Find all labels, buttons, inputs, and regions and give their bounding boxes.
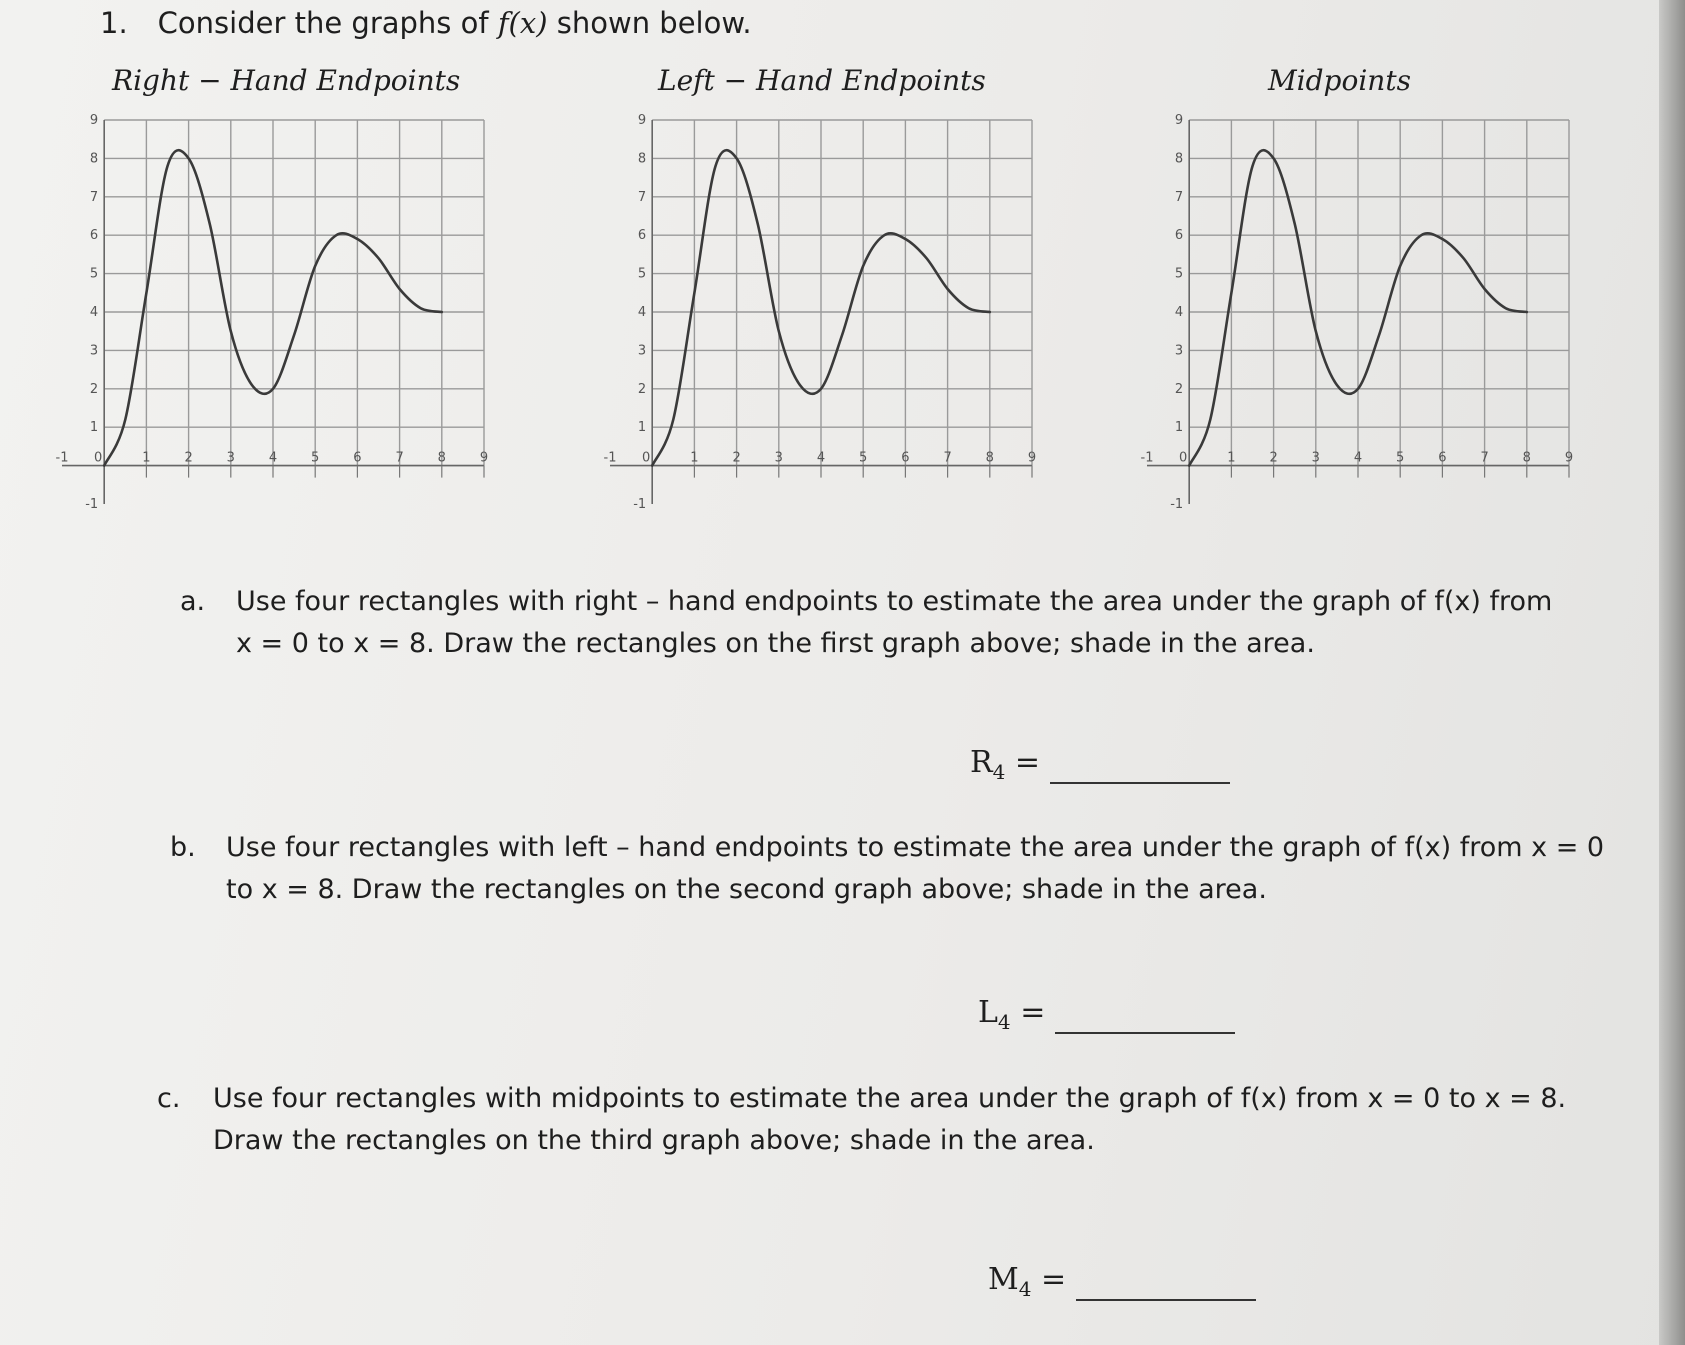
x-tick-label: 4 [1353,450,1363,466]
part-a [180,581,1580,671]
x-tick-label: 4 [268,450,278,466]
y-tick-label: 4 [89,305,99,320]
part-c-text [213,1078,1566,1162]
y-tick-label: 3 [89,343,99,359]
answer-m4-label: M [988,1262,1019,1297]
y-tick-label: 2 [637,381,647,397]
y-tick-label: 7 [1174,189,1184,205]
x-tick-label: 0 [1179,450,1188,466]
part-a-line-1: Use four rectangles with right – hand endpoints to estimate the area under the graph of f(x) from [236,586,1553,617]
y-tick-label: 7 [637,189,647,205]
question-text-before: Consider the graphs of [157,6,498,40]
x-tick-label: -1 [55,450,69,466]
part-a-letter: a. [180,586,206,617]
answer-r4 [970,745,1230,784]
answer-r4-label: R [970,745,993,780]
graph-title-midpoints: Midpoints [1268,64,1411,97]
x-tick-label: 8 [985,450,994,466]
x-tick-label: 3 [226,450,235,466]
x-tick-label: 6 [353,450,362,466]
graph-svg[interactable] [588,112,1048,542]
part-c-letter: c. [157,1083,181,1114]
answer-m4-sub: 4 [1018,1277,1032,1301]
y-tick-label: 5 [637,266,647,282]
x-tick-label: 5 [859,450,868,466]
part-a-line-2: x = 0 to x = 8. Draw the rectangles on the first graph above; shade in the area. [236,628,1315,659]
y-tick-label: -1 [85,497,99,512]
x-tick-label: 7 [943,450,952,466]
y-tick-label: 9 [637,113,647,128]
x-tick-label: 3 [1311,450,1320,466]
y-tick-label: 1 [637,420,647,436]
x-tick-label: 6 [901,450,910,466]
x-tick-label: 7 [395,450,404,466]
answer-l4 [978,995,1235,1034]
x-tick-label: -1 [1140,450,1154,466]
question-text-after: shown below. [547,6,752,40]
graph-midpoints[interactable] [1125,112,1585,542]
y-tick-label: 6 [637,228,647,244]
x-tick-label: 0 [94,450,103,466]
x-tick-label: 5 [311,450,320,466]
part-c-line-2: Draw the rectangles on the third graph above; shade in the area. [213,1125,1095,1156]
y-tick-label: 9 [89,113,99,128]
answer-m4 [988,1262,1256,1301]
answer-m4-blank[interactable] [1076,1273,1256,1301]
x-tick-label: 2 [184,450,193,466]
y-tick-label: 2 [1174,381,1184,397]
x-tick-label: 8 [437,450,446,466]
answer-m4-eq: = [1041,1262,1067,1297]
y-tick-label: 1 [1174,420,1184,436]
y-tick-label: 5 [89,266,99,282]
x-tick-label: 2 [1269,450,1278,466]
answer-l4-blank[interactable] [1055,1006,1235,1034]
x-tick-label: 5 [1396,450,1405,466]
y-tick-label: 2 [89,381,99,397]
x-tick-label: -1 [603,450,617,466]
x-tick-label: 9 [1564,450,1574,466]
y-tick-label: 6 [1174,228,1184,244]
question-fx: f(x) [497,6,548,40]
y-tick-label: 9 [1174,113,1184,128]
x-tick-label: 8 [1522,450,1531,466]
question-heading [100,6,752,40]
part-c-line-1: Use four rectangles with midpoints to estimate the area under the graph of f(x) from x = 0 to x = 8. [213,1083,1567,1114]
answer-r4-blank[interactable] [1050,756,1230,784]
x-tick-label: 6 [1438,450,1447,466]
part-b-text [226,827,1604,911]
answer-r4-eq: = [1014,745,1041,780]
y-tick-label: 8 [1174,151,1184,167]
x-tick-label: 3 [774,450,783,466]
x-tick-label: 9 [479,450,489,466]
y-tick-label: 5 [1174,266,1184,282]
y-tick-label: 6 [89,228,99,244]
page-edge [1659,0,1685,1345]
x-tick-label: 4 [816,450,826,466]
x-tick-label: 1 [690,450,699,466]
graph-right-endpoints[interactable] [40,112,500,542]
x-tick-label: 0 [642,450,651,466]
answer-l4-eq: = [1020,995,1046,1030]
y-tick-label: 4 [637,305,647,320]
x-tick-label: 7 [1480,450,1489,466]
y-tick-label: 8 [89,151,99,167]
y-tick-label: -1 [1170,497,1184,512]
y-tick-label: 1 [89,420,99,436]
graph-svg[interactable] [40,112,500,542]
answer-l4-label: L [978,995,998,1030]
graph-left-endpoints[interactable] [588,112,1048,542]
x-tick-label: 9 [1027,450,1037,466]
answer-l4-sub: 4 [997,1010,1011,1034]
y-tick-label: 3 [637,343,647,359]
part-b-line-1: Use four rectangles with left – hand endpoints to estimate the area under the graph of f(x) from x = 0 [226,832,1605,863]
part-c [157,1078,1637,1178]
graph-title-right: Right − Hand Endpoints [112,64,461,97]
y-tick-label: 3 [1174,343,1184,359]
answer-r4-sub: 4 [992,760,1006,784]
part-b-letter: b. [170,832,196,863]
y-tick-label: 8 [637,151,647,167]
part-a-text [236,581,1552,665]
part-b [170,827,1620,917]
y-tick-label: 4 [1174,305,1184,320]
graph-svg[interactable] [1125,112,1585,542]
x-tick-label: 2 [732,450,741,466]
graph-title-left: Left − Hand Endpoints [658,64,986,97]
y-tick-label: 7 [89,189,99,205]
question-number: 1. [100,6,128,40]
x-tick-label: 1 [142,450,151,466]
x-tick-label: 1 [1227,450,1236,466]
part-b-line-2: to x = 8. Draw the rectangles on the second graph above; shade in the area. [226,874,1267,905]
y-tick-label: -1 [633,497,647,512]
